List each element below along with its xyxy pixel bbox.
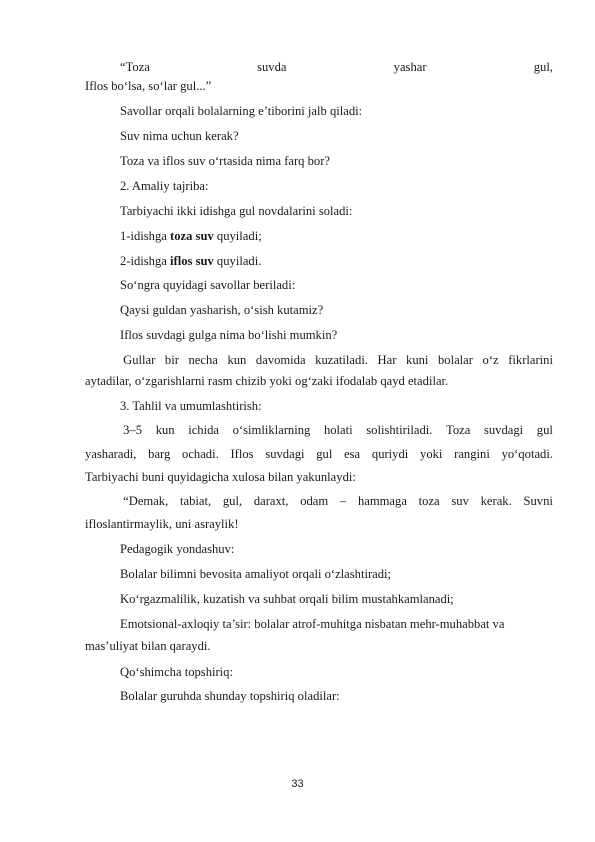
text: quyiladi;: [213, 229, 262, 243]
word: esa: [344, 447, 361, 461]
word: o‘simliklarning: [232, 423, 311, 437]
text: quyiladi.: [213, 254, 262, 268]
word: yoki: [420, 447, 443, 461]
bold-text: toza suv: [170, 229, 214, 243]
word: “Toza: [120, 60, 150, 74]
word: necha: [188, 353, 218, 367]
word: suvdagi: [265, 447, 305, 461]
word: bir: [164, 353, 179, 367]
section-heading: 2. Amaliy tajriba:: [120, 179, 209, 193]
word: tabiat,: [180, 494, 212, 508]
paragraph-line: Tarbiyachi buni quyidagicha xulosa bilan yakunlaydi:: [85, 470, 356, 484]
poem-line-1: [120, 59, 553, 75]
word: holati: [323, 423, 353, 437]
word: ichida: [188, 423, 219, 437]
paragraph-line: [85, 446, 553, 462]
word: gul,: [533, 60, 553, 74]
word: quriydi: [371, 447, 409, 461]
question-line: Iflos suvdagi gulga nima bo‘lishi mumkin?: [120, 328, 338, 342]
word: ochadi.: [182, 447, 219, 461]
poem-line-2: Iflos bo‘lsa, so‘lar gul...”: [85, 79, 212, 93]
paragraph-line: [120, 253, 553, 269]
word: yo‘qotadi.: [501, 447, 553, 461]
paragraph-line: [120, 493, 553, 509]
text: Emotsional-axloqiy ta’sir: bolalar atrof-muhitga nisbatan mehr-muhabbat va: [120, 617, 505, 631]
text: 2-idishga: [120, 254, 171, 268]
word: kun: [155, 423, 175, 437]
word: Har: [377, 353, 397, 367]
word: daraxt,: [253, 494, 289, 508]
paragraph-line: [120, 422, 553, 438]
list-item: Bolalar bilimni bevosita amaliyot orqali o‘zlashtiradi;: [120, 567, 392, 581]
bold-text: iflos suv: [170, 254, 214, 268]
word: –: [339, 494, 347, 508]
word: “Demak,: [120, 494, 169, 508]
section-heading: 3. Tahlil va umumlashtirish:: [120, 399, 262, 413]
list-item: Ko‘rgazmalilik, kuzatish va suhbat orqali bilim mustahkamlanadi;: [120, 592, 454, 606]
word: kun: [227, 353, 247, 367]
word: toza: [418, 494, 440, 508]
word: hammaga: [357, 494, 407, 508]
word: suvdagi: [483, 423, 524, 437]
word: suvda: [257, 60, 287, 74]
paragraph-line: mas’uliyat bilan qaraydi.: [85, 639, 211, 653]
word: Gullar: [120, 353, 156, 367]
word: kuzatiladi.: [315, 353, 368, 367]
word: o‘z: [482, 353, 499, 367]
word: 3–5: [120, 423, 143, 437]
word: rangini: [454, 447, 490, 461]
page-number: 33: [291, 778, 304, 790]
list-item: [120, 616, 553, 632]
paragraph-line: So‘ngra quyidagi savollar beriladi:: [120, 278, 296, 292]
word: solishtiriladi.: [366, 423, 433, 437]
word: yashar: [393, 60, 427, 74]
word: odam: [300, 494, 329, 508]
word: gul: [536, 423, 553, 437]
word: fikrlarini: [508, 353, 553, 367]
section-heading: Qo‘shimcha topshiriq:: [120, 665, 233, 679]
question-line: Suv nima uchun kerak?: [120, 129, 239, 143]
word: Toza: [446, 423, 471, 437]
word: suv: [451, 494, 469, 508]
word: gul: [316, 447, 333, 461]
question-line: Toza va iflos suv o‘rtasida nima farq bor?: [120, 154, 330, 168]
paragraph-line: Savollar orqali bolalarning e’tiborini jalb qiladi:: [120, 104, 363, 118]
text: 1-idishga: [120, 229, 171, 243]
paragraph-line: aytadilar, o‘zgarishlarni rasm chizib yoki og‘zaki ifodalab qayd etadilar.: [85, 374, 449, 388]
paragraph-line: [120, 228, 553, 244]
paragraph-line: Bolalar guruhda shunday topshiriq oladilar:: [120, 689, 340, 703]
word: barg: [148, 447, 171, 461]
paragraph-line: ifloslantirmaylik, uni asraylik!: [85, 517, 239, 531]
word: kuni: [406, 353, 429, 367]
word: davomida: [255, 353, 306, 367]
word: bolalar: [437, 353, 473, 367]
question-line: Qaysi guldan yasharish, o‘sish kutamiz?: [120, 303, 324, 317]
word: yasharadi,: [85, 447, 137, 461]
paragraph-line: Tarbiyachi ikki idishga gul novdalarini soladi:: [120, 204, 353, 218]
word: gul,: [222, 494, 243, 508]
paragraph-line: [120, 352, 553, 368]
section-heading: Pedagogik yondashuv:: [120, 542, 235, 556]
word: Suvni: [523, 494, 553, 508]
word: kerak.: [480, 494, 512, 508]
word: Iflos: [230, 447, 254, 461]
